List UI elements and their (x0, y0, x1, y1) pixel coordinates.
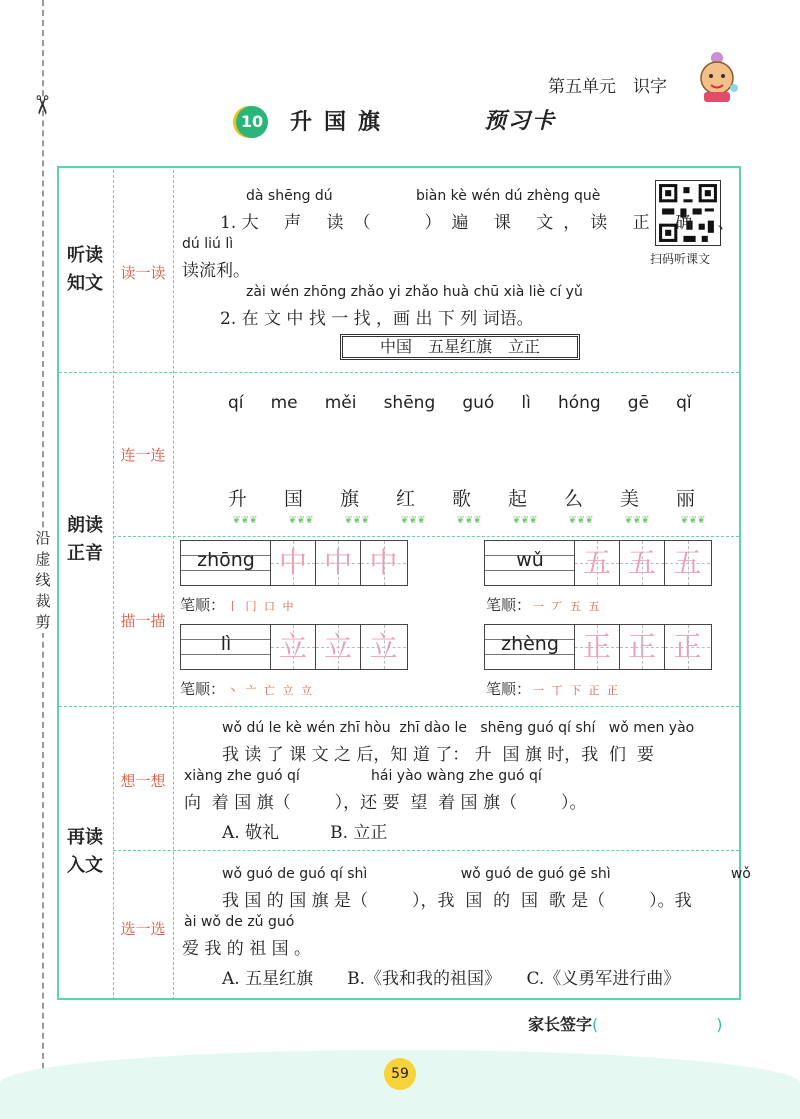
link-hanzi[interactable]: 么 (564, 488, 584, 510)
stroke-order-label: 笔顺： (486, 596, 532, 614)
stroke-order-label: 笔顺： (486, 680, 532, 698)
section-label-line: 朗读 (67, 515, 103, 536)
choose-text: ）。我 (649, 891, 692, 911)
link-hanzi-row (228, 484, 732, 511)
link-pinyin[interactable]: guó (462, 393, 495, 413)
leaf-icon: ❦❦❦ (512, 515, 538, 526)
activity-label-choose: 选一选 (120, 920, 166, 938)
question-1-line-2: 读流利。 (182, 261, 250, 281)
cut-char: 剪 (35, 613, 51, 631)
think-options: A. 敬礼 B. 立正 (222, 823, 388, 843)
writing-pinyin-cell (485, 541, 575, 585)
mascot-icon (694, 48, 740, 104)
link-hanzi[interactable]: 歌 (452, 488, 472, 510)
leaf-icon: ❦❦❦ (624, 515, 650, 526)
section-label-line: 再读 (67, 827, 103, 848)
link-pinyin[interactable]: gē (627, 393, 650, 413)
pinyin-line: ài wǒ de zǔ guó (184, 914, 295, 930)
word-box: 中国 五星红旗 立正 (340, 334, 580, 360)
stroke-order-label: 笔顺： (180, 680, 226, 698)
cut-char: 虚 (35, 550, 51, 568)
think-line-2 (184, 788, 586, 813)
leaf-icon: ❦❦❦ (680, 515, 706, 526)
cut-line-label (32, 528, 54, 633)
leaf-icon: ❦❦❦ (568, 515, 594, 526)
qr-label: 扫码听课文 (650, 252, 711, 266)
section-label-read-aloud (60, 512, 110, 568)
link-hanzi[interactable]: 国 (284, 488, 304, 510)
question-number: 1. (220, 213, 237, 233)
writing-pinyin-cell (485, 625, 575, 669)
trace-cell[interactable]: 五 (575, 541, 620, 585)
activity-divider (113, 536, 739, 537)
pinyin-line: zài wén zhōng zhǎo yi zhǎo huà chū xià liè cí yǔ (246, 284, 583, 300)
section-label-line: 入文 (67, 855, 103, 876)
trace-cell[interactable]: 五 (620, 541, 665, 585)
think-text: ）。 (560, 793, 587, 813)
trace-cell[interactable]: 中 (361, 541, 406, 585)
link-hanzi[interactable]: 美 (620, 488, 640, 510)
trace-cell[interactable]: 立 (316, 625, 361, 669)
stroke-sequence: 丨 冂 口 中 (227, 600, 296, 613)
activity-label-trace: 描一描 (120, 612, 166, 630)
leaf-icon: ❦❦❦ (344, 515, 370, 526)
link-pinyin[interactable]: qǐ (676, 393, 692, 413)
stroke-order-zhong (180, 594, 296, 615)
stroke-sequence: 一 丆 五 五 (533, 600, 602, 613)
activity-label-read: 读一读 (120, 264, 166, 282)
activity-label-think: 想一想 (120, 772, 166, 790)
link-hanzi[interactable]: 旗 (340, 488, 360, 510)
section-label-line: 知文 (67, 273, 103, 294)
leaf-icon: ❦❦❦ (400, 515, 426, 526)
section-label-line: 听读 (67, 245, 103, 266)
question-2-line: 2. 在 文 中 找 一 找 ，画 出 下 列 词语。 (220, 309, 534, 329)
stroke-order-wu (486, 594, 602, 615)
pinyin-line: xiàng zhe guó qí hái yào wàng zhe guó qí (184, 768, 542, 784)
stroke-order-zheng (486, 678, 620, 699)
page-number: 59 (384, 1058, 416, 1090)
leaf-icon: ❦❦❦ (288, 515, 314, 526)
pinyin-line: dà shēng dú (246, 188, 333, 204)
writing-pinyin: zhèng (501, 633, 559, 655)
writing-pinyin: zhōng (197, 549, 255, 571)
trace-cell[interactable]: 正 (665, 625, 710, 669)
pinyin-line: biàn kè wén dú zhèng què (416, 188, 601, 204)
link-pinyin[interactable]: me (270, 393, 298, 413)
link-hanzi[interactable]: 红 (396, 488, 416, 510)
signature-label: 家长签字 (528, 1015, 593, 1034)
link-hanzi[interactable]: 丽 (676, 488, 696, 510)
think-line-1: 我 读 了 课 文 之 后，知 道 了： 升 国 旗 时，我 们 要 (222, 745, 654, 765)
think-text: ），还 要 望 着 国 旗（ (334, 793, 517, 813)
trace-cell[interactable]: 正 (575, 625, 620, 669)
stroke-sequence: 丶 亠 亡 立 立 (227, 684, 315, 697)
choose-text: 我 国 的 国 旗 是（ (222, 891, 369, 911)
trace-cell[interactable]: 立 (361, 625, 406, 669)
cut-char: 裁 (35, 592, 51, 610)
unit-label: 第五单元 识字 (548, 77, 667, 97)
writing-box-wu[interactable] (484, 540, 712, 586)
link-pinyin[interactable]: hóng (557, 393, 601, 413)
column-divider (173, 170, 174, 1000)
link-pinyin[interactable]: lì (521, 393, 531, 413)
leaf-decoration-row (222, 508, 726, 527)
lesson-title: 升国旗 (290, 109, 393, 135)
section-divider (59, 706, 739, 707)
writing-box-li[interactable] (180, 624, 408, 670)
trace-cell[interactable]: 立 (271, 625, 316, 669)
choose-line-1 (222, 886, 692, 911)
leaf-icon: ❦❦❦ (456, 515, 482, 526)
choose-line-2: 爱 我 的 祖 国 。 (182, 939, 312, 959)
think-text: 向 着 国 旗（ (184, 793, 291, 813)
stroke-order-label: 笔顺： (180, 596, 226, 614)
activity-divider (113, 850, 739, 851)
trace-cell[interactable]: 正 (620, 625, 665, 669)
section-divider (59, 372, 739, 373)
signature-paren: ) (716, 1015, 723, 1034)
lesson-number-badge: 10 (236, 106, 268, 138)
writing-pinyin: lì (220, 633, 232, 655)
link-pinyin[interactable]: shēng (383, 393, 436, 413)
card-title: 预习卡 (484, 109, 557, 134)
stroke-sequence: 一 丅 下 正 正 (533, 684, 621, 697)
cut-char: 线 (35, 571, 51, 589)
stroke-order-li (180, 678, 314, 699)
choose-options: A. 五星红旗 B.《我和我的祖国》 C.《义勇军进行曲》 (222, 969, 681, 989)
writing-pinyin-cell (181, 541, 271, 585)
question-text: 大 声 读（ (241, 213, 381, 233)
section-label-line: 正音 (67, 543, 103, 564)
scissors-icon: ✂ (25, 94, 56, 116)
link-pinyin[interactable]: měi (324, 393, 357, 413)
question-1-line-1 (220, 208, 744, 233)
link-pinyin-row (228, 393, 714, 413)
pinyin-line: wǒ guó de guó qí shì wǒ guó de guó gē shì wǒ (222, 866, 751, 882)
writing-pinyin: wǔ (516, 549, 544, 571)
activity-label-link: 连一连 (120, 446, 166, 464)
question-text: ）遍 课 文，读 正 确 、 (424, 213, 745, 233)
trace-cell[interactable]: 五 (665, 541, 710, 585)
pinyin-line: dú liú lì (182, 236, 234, 252)
link-hanzi[interactable]: 起 (508, 488, 528, 510)
trace-cell[interactable]: 中 (316, 541, 361, 585)
parent-signature (528, 1012, 723, 1035)
section-label-reread (60, 824, 110, 880)
writing-box-zhong[interactable] (180, 540, 408, 586)
link-pinyin[interactable]: qí (228, 393, 244, 413)
leaf-icon: ❦❦❦ (232, 515, 258, 526)
cut-char: 沿 (35, 529, 51, 547)
section-label-listen (60, 242, 110, 298)
signature-paren: ( (592, 1015, 599, 1034)
writing-pinyin-cell (181, 625, 271, 669)
link-hanzi[interactable]: 升 (228, 488, 248, 510)
writing-box-zheng[interactable] (484, 624, 712, 670)
trace-cell[interactable]: 中 (271, 541, 316, 585)
choose-text: ），我 国 的 国 歌 是（ (412, 891, 606, 911)
pinyin-line: wǒ dú le kè wén zhī hòu zhī dào le shēng guó qí shí wǒ men yào (222, 720, 695, 736)
column-divider (113, 170, 114, 1000)
